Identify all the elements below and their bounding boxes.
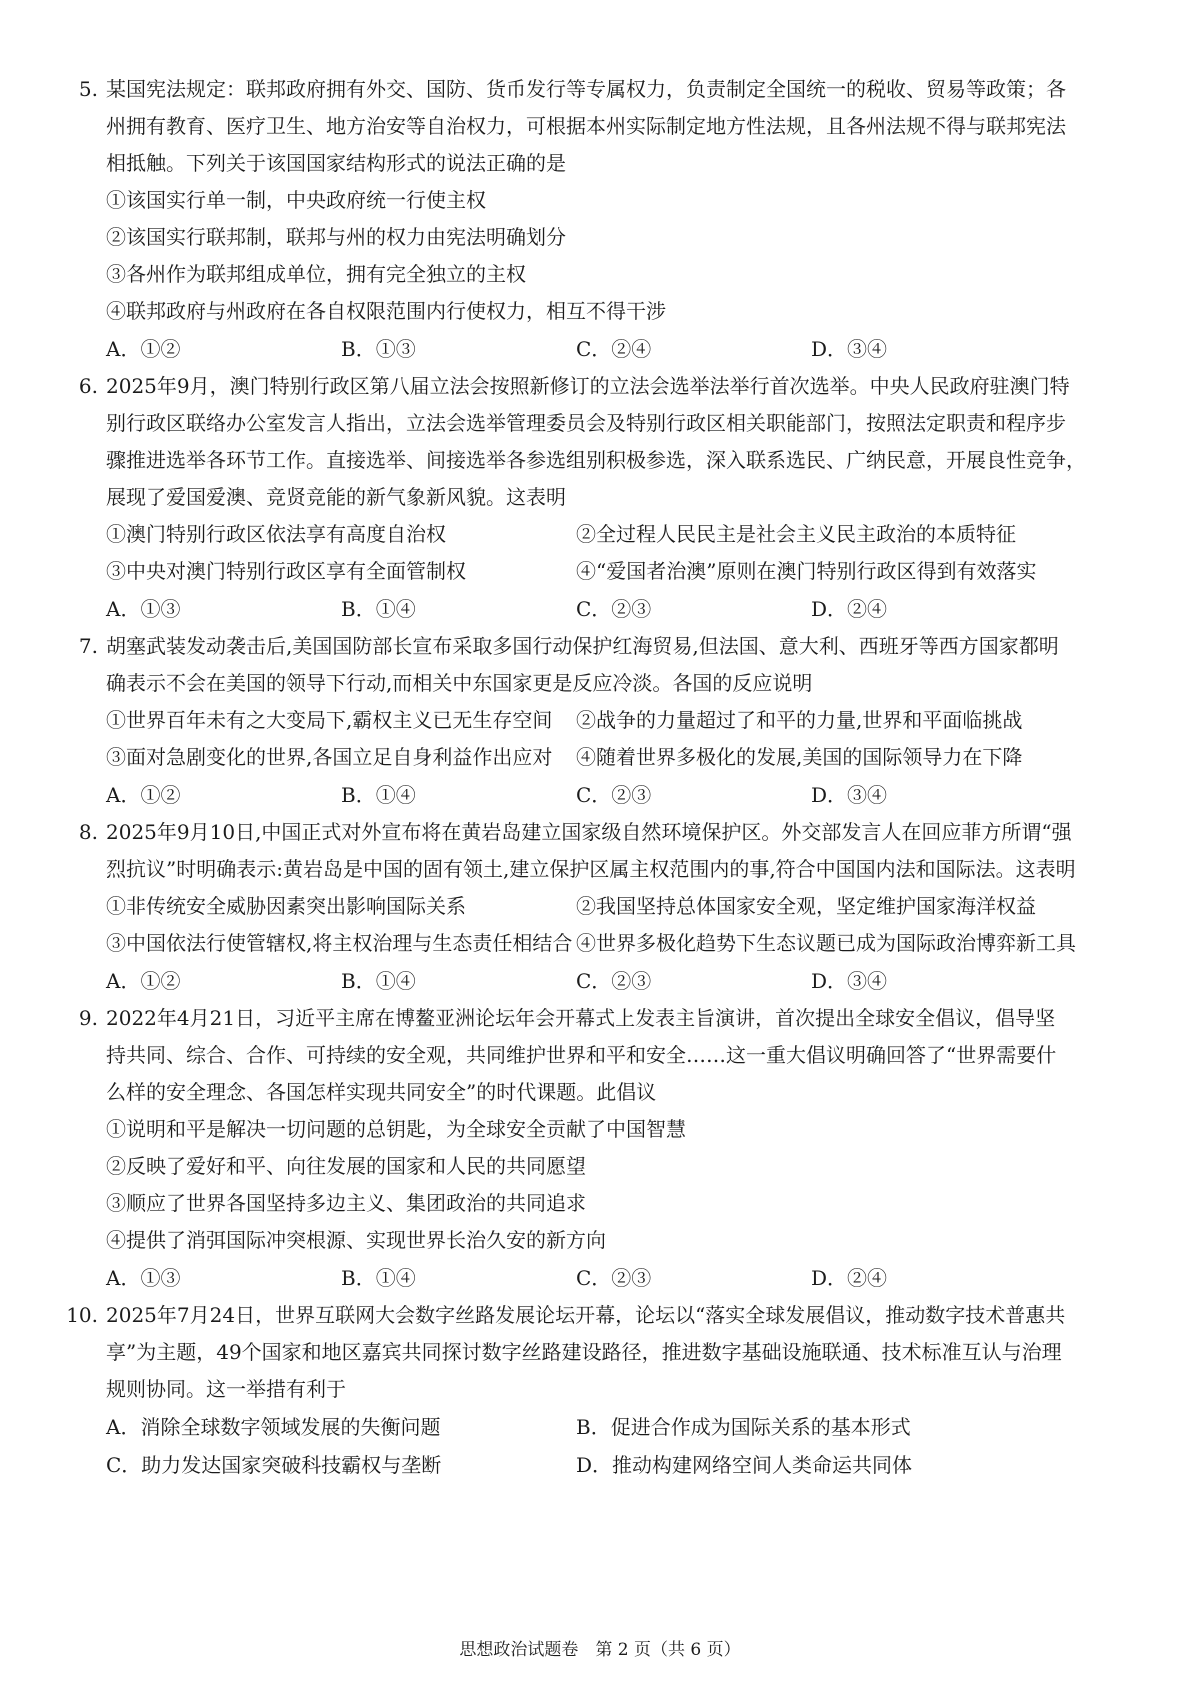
option-a: A．①②	[106, 337, 181, 361]
option-d: D．②④	[811, 1266, 888, 1290]
statement-item: ②我国坚持总体国家安全观，坚定维护国家海洋权益	[576, 894, 1036, 918]
statement-item: ②反映了爱好和平、向往发展的国家和人民的共同愿望	[106, 1154, 586, 1178]
question-number: 9.	[78, 1006, 98, 1030]
question-stem-line: 么样的安全理念、各国怎样实现共同安全”的时代课题。此倡议	[106, 1080, 657, 1104]
statement-item: ①说明和平是解决一切问题的总钥匙，为全球安全贡献了中国智慧	[106, 1117, 686, 1141]
statement-item: ③面对急剧变化的世界,各国立足自身利益作出应对	[106, 745, 553, 769]
question-stem-line: 持共同、综合、合作、可持续的安全观，共同维护世界和平和安全……这一重大倡议明确回答了“世界需要什	[106, 1043, 1057, 1067]
option-c: C．②③	[576, 969, 652, 993]
question-stem-line: 2025年9月，澳门特别行政区第八届立法会按照新修订的立法会选举法举行首次选举。中央人民政府驻澳门特	[106, 374, 1070, 398]
question-number: 8.	[78, 820, 98, 844]
option-a: A．①②	[106, 969, 181, 993]
option-c: C．②③	[576, 1266, 652, 1290]
statement-item: ①该国实行单一制，中央政府统一行使主权	[106, 188, 486, 212]
option-b: B．①④	[341, 597, 416, 621]
question-stem-line: 规则协同。这一举措有利于	[106, 1377, 346, 1401]
question-number: 7.	[78, 634, 98, 658]
question-stem-line: 烈抗议”时明确表示:黄岩岛是中国的固有领土,建立保护区属主权范围内的事,符合中国国内法和国际法。这表明	[106, 857, 1076, 881]
statement-item: ①非传统安全威胁因素突出影响国际关系	[106, 894, 466, 918]
question-stem-line: 2025年9月10日,中国正式对外宣布将在黄岩岛建立国家级自然环境保护区。外交部发言人在回应菲方所谓“强	[106, 820, 1072, 844]
statement-item: ③顺应了世界各国坚持多边主义、集团政治的共同追求	[106, 1191, 586, 1215]
question-stem-line: 享”为主题，49个国家和地区嘉宾共同探讨数字丝路建设路径，推进数字基础设施联通、技术标准互认与治理	[106, 1340, 1062, 1364]
statement-item: ③中央对澳门特别行政区享有全面管制权	[106, 559, 466, 583]
page-footer: 思想政治试题卷 第 2 页（共 6 页）	[459, 1640, 741, 1660]
option-b: B．①③	[341, 337, 416, 361]
option-c: C．②④	[576, 337, 652, 361]
option-b: B．促进合作成为国际关系的基本形式	[576, 1415, 911, 1439]
option-a: A．①③	[106, 1266, 181, 1290]
option-b: B．①④	[341, 1266, 416, 1290]
question-stem-line: 展现了爱国爱澳、竞贤竞能的新气象新风貌。这表明	[106, 485, 566, 509]
statement-item: ④随着世界多极化的发展,美国的国际领导力在下降	[576, 745, 1023, 769]
question-stem-line: 某国宪法规定：联邦政府拥有外交、国防、货币发行等专属权力，负责制定全国统一的税收、贸易等政策；各	[106, 77, 1066, 101]
question-stem-line: 2022年4月21日，习近平主席在博鳌亚洲论坛年会开幕式上发表主旨演讲，首次提出全球安全倡议，倡导坚	[106, 1006, 1056, 1030]
question-stem-line: 骤推进选举各环节工作。直接选举、间接选举各参选组别积极参选，深入联系选民、广纳民意，开展良性竞争，	[106, 448, 1086, 472]
statement-item: ②战争的力量超过了和平的力量,世界和平面临挑战	[576, 708, 1023, 732]
question-stem-line: 相抵触。下列关于该国国家结构形式的说法正确的是	[106, 151, 566, 175]
statement-item: ①澳门特别行政区依法享有高度自治权	[106, 522, 446, 546]
option-b: B．①④	[341, 783, 416, 807]
option-a: A．消除全球数字领域发展的失衡问题	[106, 1415, 441, 1439]
question-number: 5.	[78, 77, 98, 101]
statement-item: ③各州作为联邦组成单位，拥有完全独立的主权	[106, 262, 526, 286]
statement-item: ③中国依法行使管辖权,将主权治理与生态责任相结合	[106, 931, 573, 955]
question-stem-line: 胡塞武装发动袭击后,美国国防部长宣布采取多国行动保护红海贸易,但法国、意大利、西班牙等西方国家都明	[106, 634, 1059, 658]
question-stem-line: 确表示不会在美国的领导下行动,而相关中东国家更是反应冷淡。各国的反应说明	[106, 671, 813, 695]
statement-item: ④联邦政府与州政府在各自权限范围内行使权力，相互不得干涉	[106, 299, 666, 323]
option-d: D．③④	[811, 783, 888, 807]
option-c: C．②③	[576, 597, 652, 621]
option-d: D．推动构建网络空间人类命运共同体	[576, 1453, 913, 1477]
option-a: A．①②	[106, 783, 181, 807]
statement-item: ②该国实行联邦制，联邦与州的权力由宪法明确划分	[106, 225, 566, 249]
statement-item: ④提供了消弭国际冲突根源、实现世界长治久安的新方向	[106, 1228, 606, 1252]
option-a: A．①③	[106, 597, 181, 621]
statement-item: ④世界多极化趋势下生态议题已成为国际政治博弈新工具	[576, 931, 1076, 955]
question-stem-line: 别行政区联络办公室发言人指出，立法会选举管理委员会及特别行政区相关职能部门，按照法定职责和程序步	[106, 411, 1066, 435]
statement-item: ④“爱国者治澳”原则在澳门特别行政区得到有效落实	[576, 559, 1037, 583]
statement-item: ②全过程人民民主是社会主义民主政治的本质特征	[576, 522, 1016, 546]
question-number: 6.	[78, 374, 98, 398]
option-b: B．①④	[341, 969, 416, 993]
question-stem-line: 州拥有教育、医疗卫生、地方治安等自治权力，可根据本州实际制定地方性法规，且各州法规不得与联邦宪法	[106, 114, 1066, 138]
option-d: D．③④	[811, 969, 888, 993]
option-d: D．②④	[811, 597, 888, 621]
statement-item: ①世界百年未有之大变局下,霸权主义已无生存空间	[106, 708, 553, 732]
option-d: D．③④	[811, 337, 888, 361]
question-number: 10.	[66, 1303, 98, 1327]
option-c: C．助力发达国家突破科技霸权与垄断	[106, 1453, 442, 1477]
option-c: C．②③	[576, 783, 652, 807]
question-stem-line: 2025年7月24日，世界互联网大会数字丝路发展论坛开幕，论坛以“落实全球发展倡议，推动数字技术普惠共	[106, 1303, 1066, 1327]
